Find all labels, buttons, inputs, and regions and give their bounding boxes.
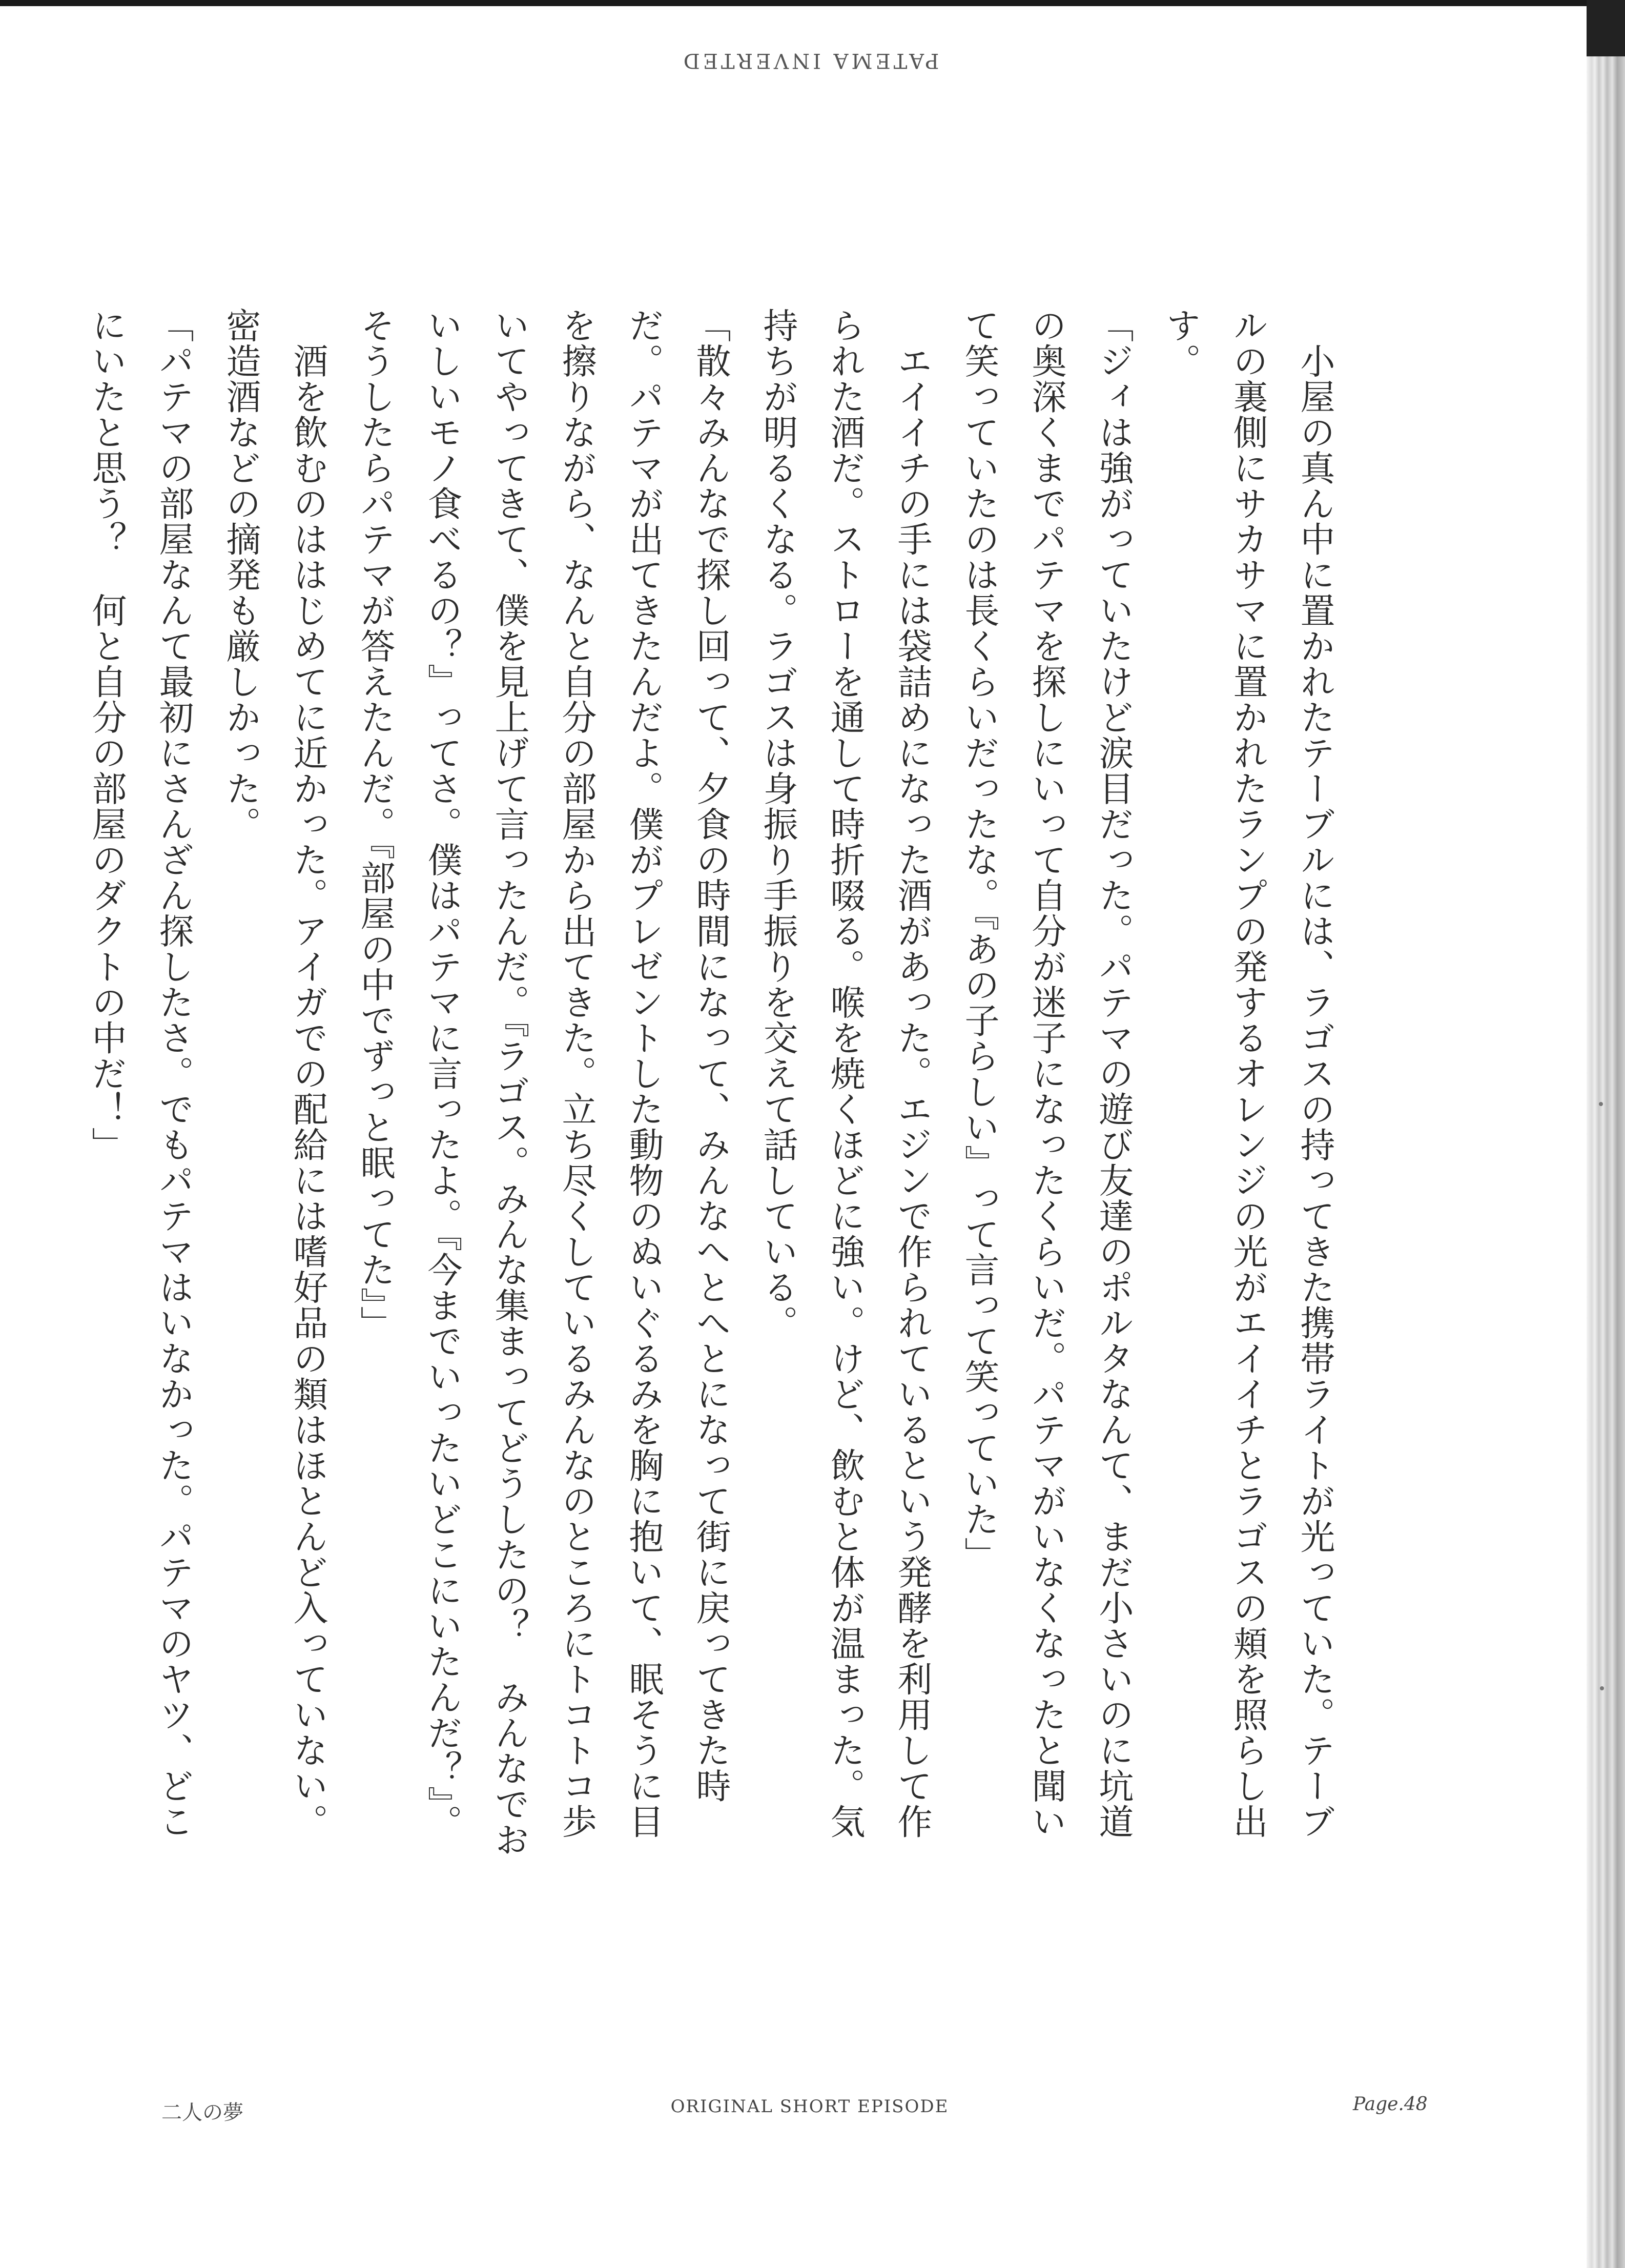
paragraph-2: 「ジィは強がっていたけど涙目だった。パテマの遊び友達のポルタなんて、まだ小さいのに坑道の奥深くまでパテマを探しにいって自分が迷子になったくらいだ。パテマがいなくなったと聞いて笑っていたのは長くらいだったな。『あの子らしい』って言って笑っていた」 — [959, 308, 1134, 1840]
paragraph-6: 「パテマの部屋なんて最初にさんざん探したさ。でもパテマはいなかった。パテマのヤツ、どこにいたと思う？ 何と自分の部屋のダクトの中だ！」 — [86, 308, 194, 1840]
paragraph-3: エイイチの手には袋詰めになった酒があった。エジンで作られているという発酵を利用して作られた酒だ。ストローを通して時折啜る。喉を焼くほどに強い。けど、飲むと体が温まった。気持ちが明るくなる。ラゴスは身振り手振りを交えて話している。 — [757, 308, 932, 1840]
top-page-edge — [0, 0, 1625, 6]
page-corner-shadow — [1587, 0, 1625, 56]
footer-chapter-title: 二人の夢 — [161, 2101, 243, 2124]
paragraph-4: 「散々みんなで探し回って、夕食の時間になって、みんなへとへとになって街に戻ってきた時だ。パテマが出てきたんだよ。僕がプレゼントした動物のぬいぐるみを胸に抱いて、眠そうに目を擦りながら、なんと自分の部屋から出てきた。立ち尽くしているみんなのところにトコトコ歩いてやってきて、僕を見上げて言ったんだ。『ラゴス。みんな集まってどうしたの？ みんなでおいしいモノ食べるの？』ってさ。僕はパテマに言ったよ。『今までいったいどこにいたんだ？』。そうしたらパテマが答えたんだ。『部屋の中でずっと眠ってた』」 — [355, 308, 731, 1857]
margin-mark — [1599, 1102, 1603, 1106]
paragraph-5: 酒を飲むのははじめてに近かった。アイガでの配給には嗜好品の類はほとんど入っていない。密造酒などの摘発も厳しかった。 — [220, 308, 328, 1840]
paragraph-1: 小屋の真ん中に置かれたテーブルには、ラゴスの持ってきた携帯ライトが光っていた。テーブルの裏側にサカサマに置かれたランプの発するオレンジの光がエイイチとラゴスの頬を照らし出す。 — [1160, 308, 1335, 1840]
footer-section-label: ORIGINAL SHORT EPISODE — [670, 2096, 949, 2117]
margin-mark — [1600, 1686, 1604, 1690]
book-page-edges — [1587, 0, 1625, 2268]
running-header-title: PATEMA INVERTED — [680, 49, 939, 72]
footer-page-number: Page.48 — [1353, 2094, 1428, 2115]
vertical-body-text — [73, 308, 1348, 1871]
